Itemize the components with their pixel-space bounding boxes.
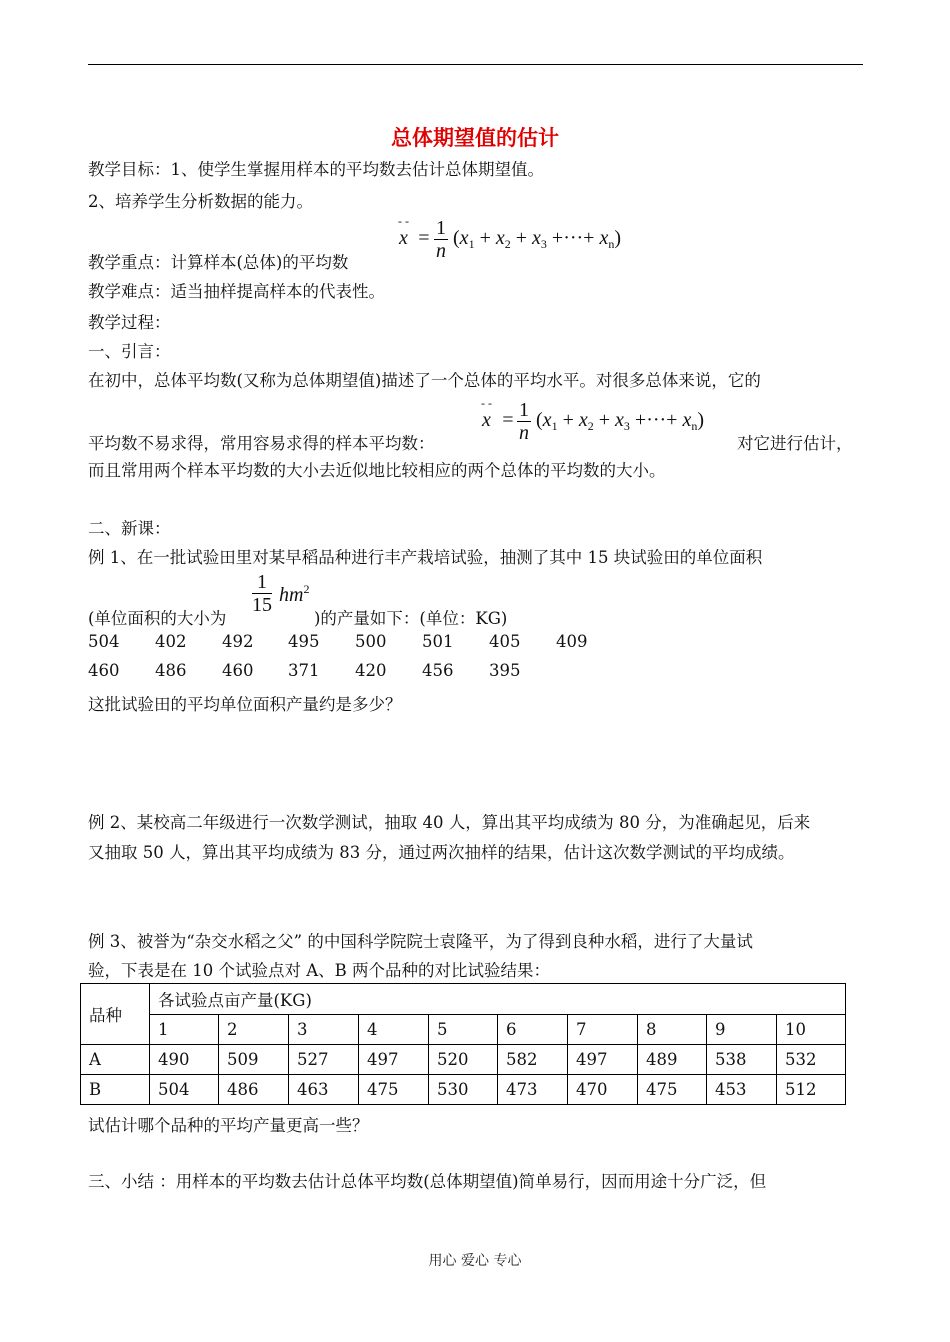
data-value: 500	[355, 632, 387, 651]
page-title: 总体期望值的估计	[391, 125, 559, 150]
point-header: 9	[707, 1014, 777, 1045]
row-label: B	[81, 1075, 150, 1105]
difficulty: 教学难点：适当抽样提高样本的代表性。	[88, 282, 385, 301]
table-cell: 530	[429, 1075, 498, 1105]
point-header: 6	[498, 1014, 568, 1045]
data-value: 495	[288, 632, 320, 651]
point-header: 7	[568, 1014, 638, 1045]
table-cell: 473	[498, 1075, 568, 1105]
example-2-line-1: 例 2、某校高二年级进行一次数学测试，抽取 40 人，算出其平均成绩为 80 分，为准确起见，后来	[88, 813, 811, 832]
point-header: 4	[359, 1014, 429, 1045]
fraction-1-over-n: $\frac{1}{n}$	[436, 217, 446, 262]
row-label: A	[81, 1045, 150, 1075]
data-value: 402	[155, 632, 187, 651]
table-cell: 490	[150, 1045, 219, 1075]
table-row	[81, 1045, 846, 1075]
comparison-table	[80, 983, 846, 1105]
xbar-mark: - -	[398, 214, 409, 228]
sum-expression: ($x_1 + x_2 + x_3$ +···+ $x_n$)	[453, 227, 622, 251]
table-cell: 532	[777, 1045, 846, 1075]
point-header: 1	[150, 1014, 219, 1045]
table-row	[81, 1075, 846, 1105]
table-cell: 527	[289, 1045, 359, 1075]
data-value: 460	[222, 661, 254, 680]
data-value: 504	[88, 632, 120, 651]
example-3-question: 试估计哪个品种的平均产量更高一些？	[88, 1116, 369, 1135]
page-footer: 用心 爱心 专心	[428, 1253, 522, 1269]
table-cell: 512	[777, 1075, 846, 1105]
example-2-line-2: 又抽取 50 人，算出其平均成绩为 83 分，通过两次抽样的结果，估计这次数学测试的平均成绩。	[88, 843, 795, 862]
intro-line-1: 在初中，总体平均数(又称为总体期望值)描述了一个总体的平均水平。对很多总体来说，它的	[88, 371, 761, 390]
table-cell: 497	[359, 1045, 429, 1075]
table-row	[81, 1014, 846, 1045]
data-value: 395	[489, 661, 521, 680]
xbar: x	[399, 227, 408, 249]
variety-header: 品种	[81, 984, 150, 1045]
process-heading: 教学过程：	[88, 313, 171, 332]
teaching-goal-2: 2、培养学生分析数据的能力。	[88, 192, 313, 211]
table-cell: 489	[638, 1045, 707, 1075]
example-1-question: 这批试验田的平均单位面积产量约是多少？	[88, 695, 402, 714]
intro-line-2a: 平均数不易求得，常用容易求得的样本平均数：	[88, 434, 435, 453]
point-header: 10	[777, 1014, 846, 1045]
point-header: 5	[429, 1014, 498, 1045]
header-rule	[88, 64, 863, 65]
point-header: 2	[219, 1014, 289, 1045]
intro-line-3: 而且常用两个样本平均数的大小去近似地比较相应的两个总体的平均数的大小。	[88, 461, 666, 480]
table-cell: 582	[498, 1045, 568, 1075]
data-value: 460	[88, 661, 120, 680]
example-1-line-2b: )的产量如下：(单位：KG)	[314, 609, 508, 628]
data-value: 456	[422, 661, 454, 680]
data-value: 420	[355, 661, 387, 680]
table-cell: 486	[219, 1075, 289, 1105]
example-3-line-1: 例 3、被誉为“杂交水稻之父” 的中国科学院院士袁隆平，为了得到良种水稻，进行了大量试	[88, 932, 753, 951]
teaching-goal-1: 教学目标：1、使学生掌握用样本的平均数去估计总体期望值。	[88, 160, 544, 179]
intro-line-2b: 对它进行估计，	[737, 434, 853, 453]
example-1-line-2a: (单位面积的大小为	[88, 609, 227, 628]
table-cell: 470	[568, 1075, 638, 1105]
data-value: 501	[422, 632, 454, 651]
table-cell: 520	[429, 1045, 498, 1075]
table-cell: 538	[707, 1045, 777, 1075]
table-cell: 497	[568, 1045, 638, 1075]
yield-header: 各试验点亩产量(KG)	[150, 984, 846, 1015]
data-value: 486	[155, 661, 187, 680]
summary-line: 三、小结 ：用样本的平均数去估计总体平均数(总体期望值)简单易行，因而用途十分广泛，但	[88, 1172, 767, 1191]
point-header: 8	[638, 1014, 707, 1045]
point-header: 3	[289, 1014, 359, 1045]
data-value: 371	[288, 661, 320, 680]
key-point: 教学重点：计算样本(总体)的平均数	[88, 253, 349, 272]
table-cell: 453	[707, 1075, 777, 1105]
data-value: 409	[556, 632, 588, 651]
table-cell: 475	[638, 1075, 707, 1105]
data-value: 492	[222, 632, 254, 651]
data-value: 405	[489, 632, 521, 651]
table-cell: 504	[150, 1075, 219, 1105]
intro-heading: 一、引言：	[88, 342, 171, 361]
new-lesson-heading: 二、新课：	[88, 519, 171, 538]
example-1-line-1: 例 1、在一批试验田里对某早稻品种进行丰产栽培试验，抽测了其中 15 块试验田的单位面积	[88, 548, 763, 567]
table-cell: 509	[219, 1045, 289, 1075]
table-cell: 463	[289, 1075, 359, 1105]
example-3-line-2: 验，下表是在 10 个试验点对 A、B 两个品种的对比试验结果：	[88, 961, 551, 980]
table-header-row	[81, 984, 846, 1015]
table-cell: 475	[359, 1075, 429, 1105]
